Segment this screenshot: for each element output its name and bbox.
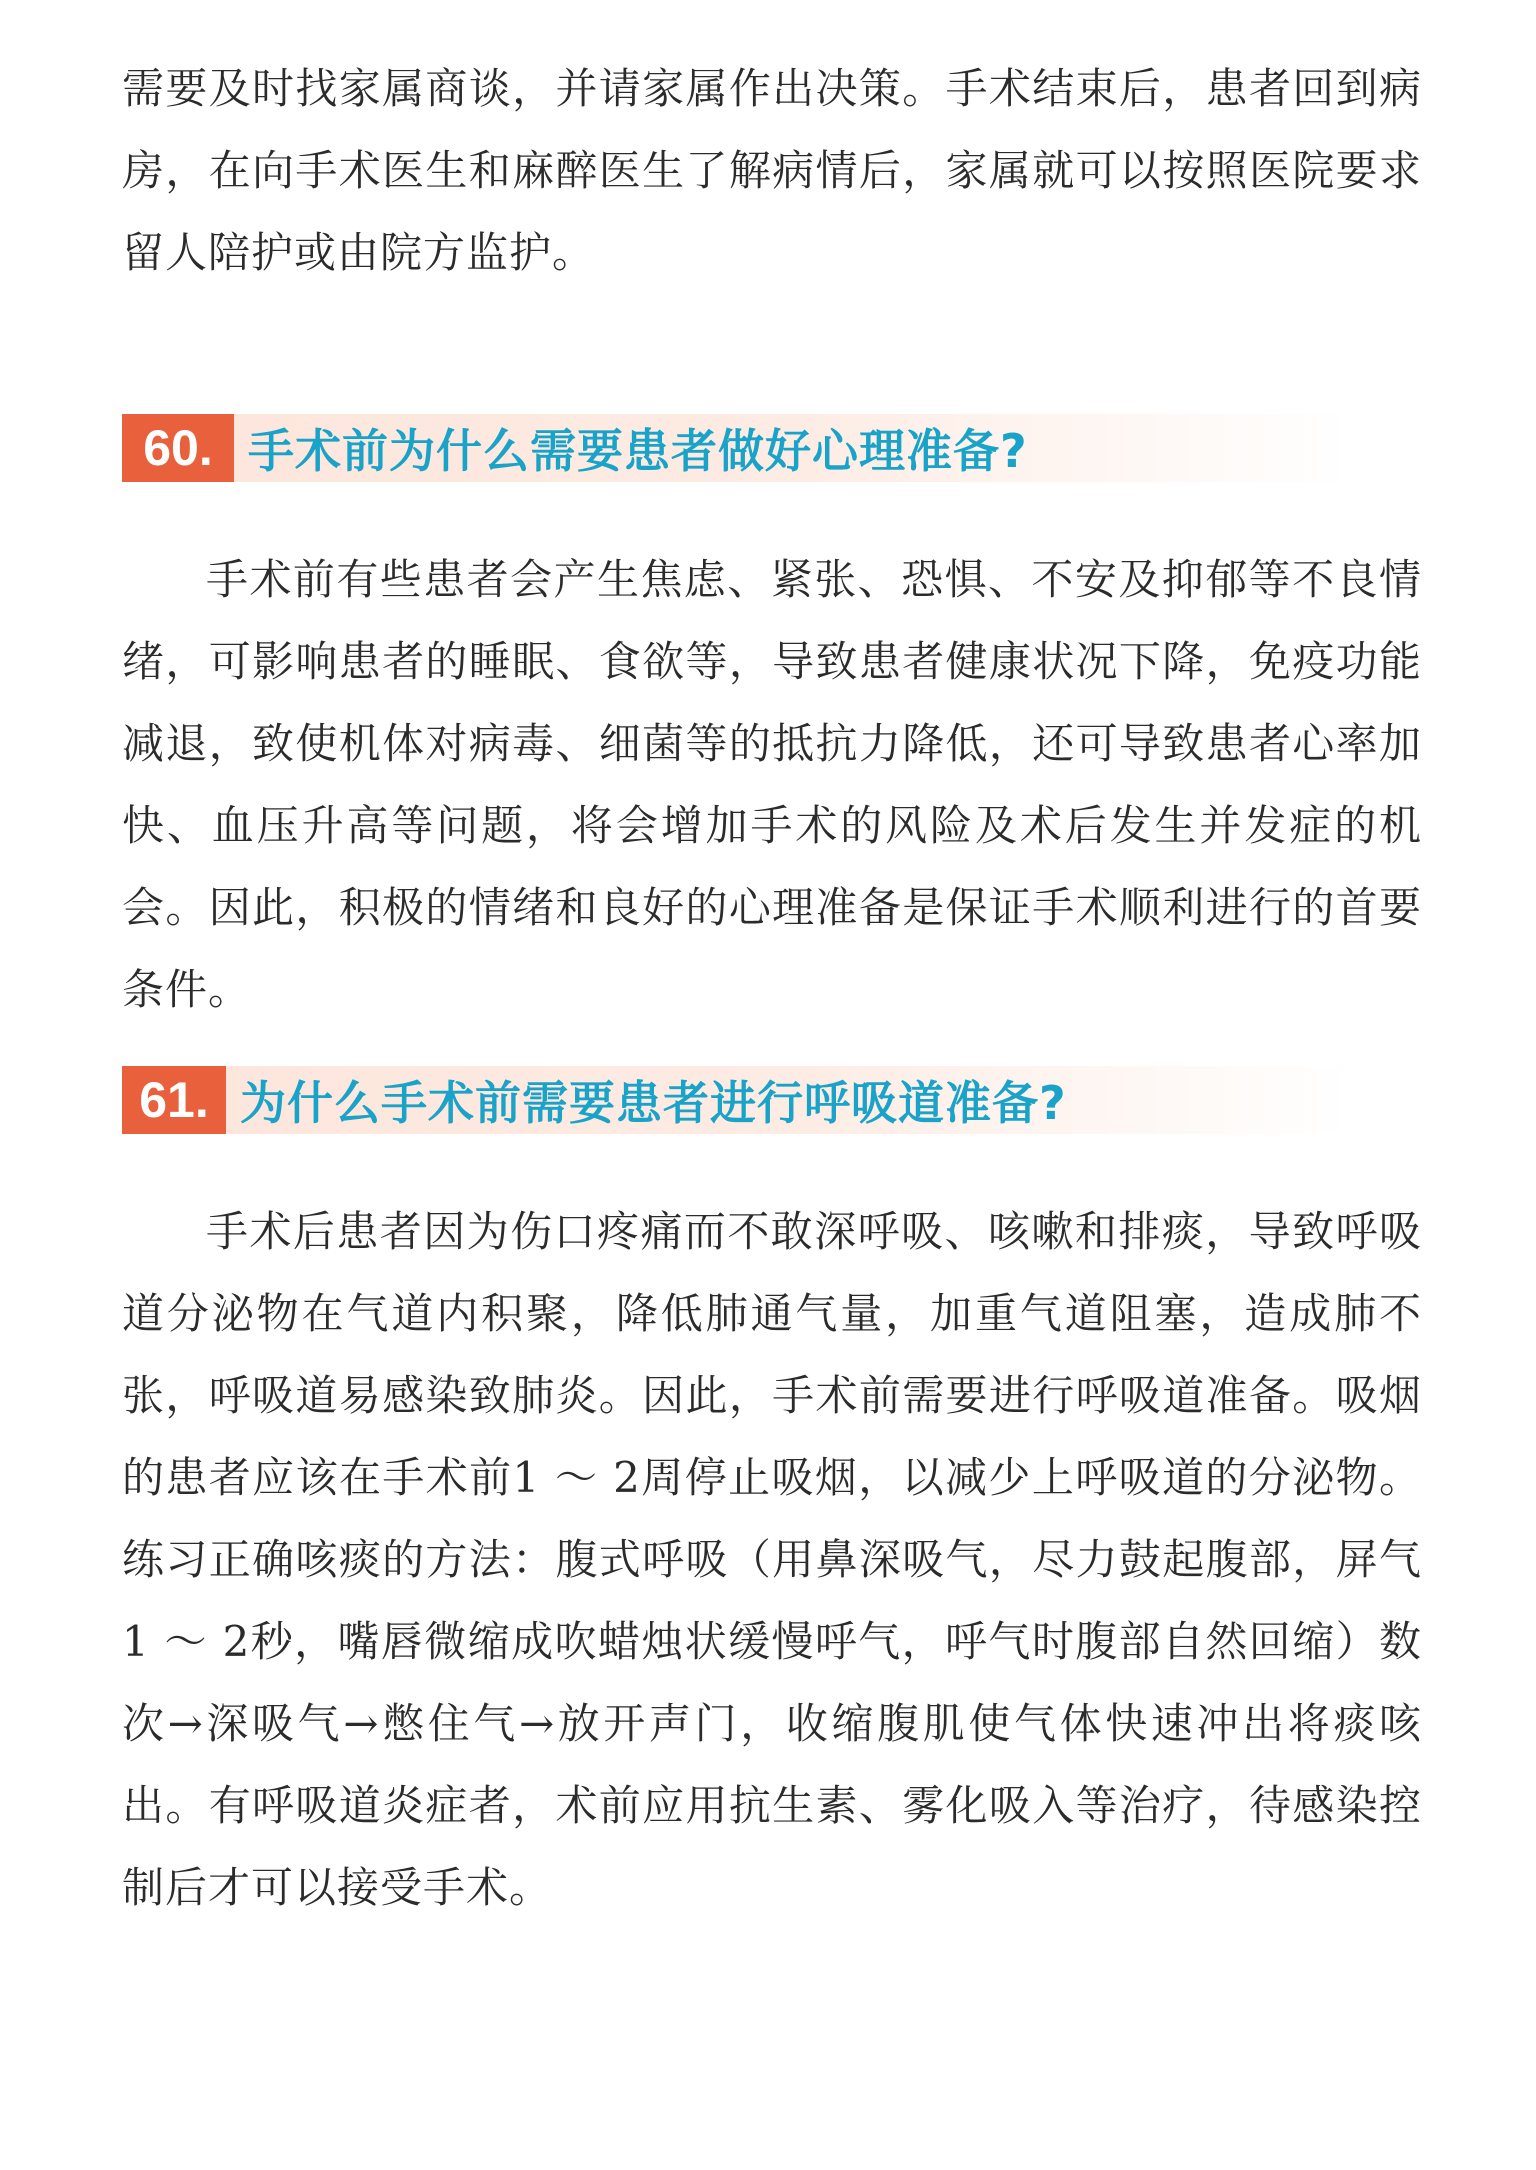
section-61-body: 手术后患者因为伤口疼痛而不敢深呼吸、咳嗽和排痰，导致呼吸道分泌物在气道内积聚，降低肺通气量，加重气道阻塞，造成肺不张，呼吸道易感染致肺炎。因此，手术前需要进行呼吸道准备。吸烟的患者应该在手术前1 ～ 2周停止吸烟，以减少上呼吸道的分泌物。练习正确咳痰的方法：腹式呼吸（用鼻深吸气，尽力鼓起腹部，屏气1 ～ 2秒，嘴唇微缩成吹蜡烛状缓慢呼气，呼气时腹部自然回缩）数次→深吸气→憋住气→放开声门，收缩腹肌使气体快速冲出将痰咳出。有呼吸道炎症者，术前应用抗生素、雾化吸入等治疗，待感染控制后才可以接受手术。 [122, 1207, 1422, 1912]
intro-paragraph: 需要及时找家属商谈，并请家属作出决策。手术结束后，患者回到病房，在向手术医生和麻醉医生了解病情后，家属就可以按照医院要求留人陪护或由院方监护。 [122, 64, 1422, 277]
section-number: 61. [122, 1066, 226, 1134]
section-heading-61 [122, 1066, 1352, 1134]
section-title: 手术前为什么需要患者做好心理准备? [248, 424, 1028, 478]
section-number: 60. [122, 414, 234, 482]
section-heading-60 [122, 414, 1352, 482]
section-60-body: 手术前有些患者会产生焦虑、紧张、恐惧、不安及抑郁等不良情绪，可影响患者的睡眠、食欲等，导致患者健康状况下降，免疫功能减退，致使机体对病毒、细菌等的抵抗力降低，还可导致患者心率加快、血压升高等问题，将会增加手术的风险及术后发生并发症的机会。因此，积极的情绪和良好的心理准备是保证手术顺利进行的首要条件。 [122, 555, 1422, 1014]
section-title: 为什么手术前需要患者进行呼吸道准备? [240, 1076, 1067, 1130]
